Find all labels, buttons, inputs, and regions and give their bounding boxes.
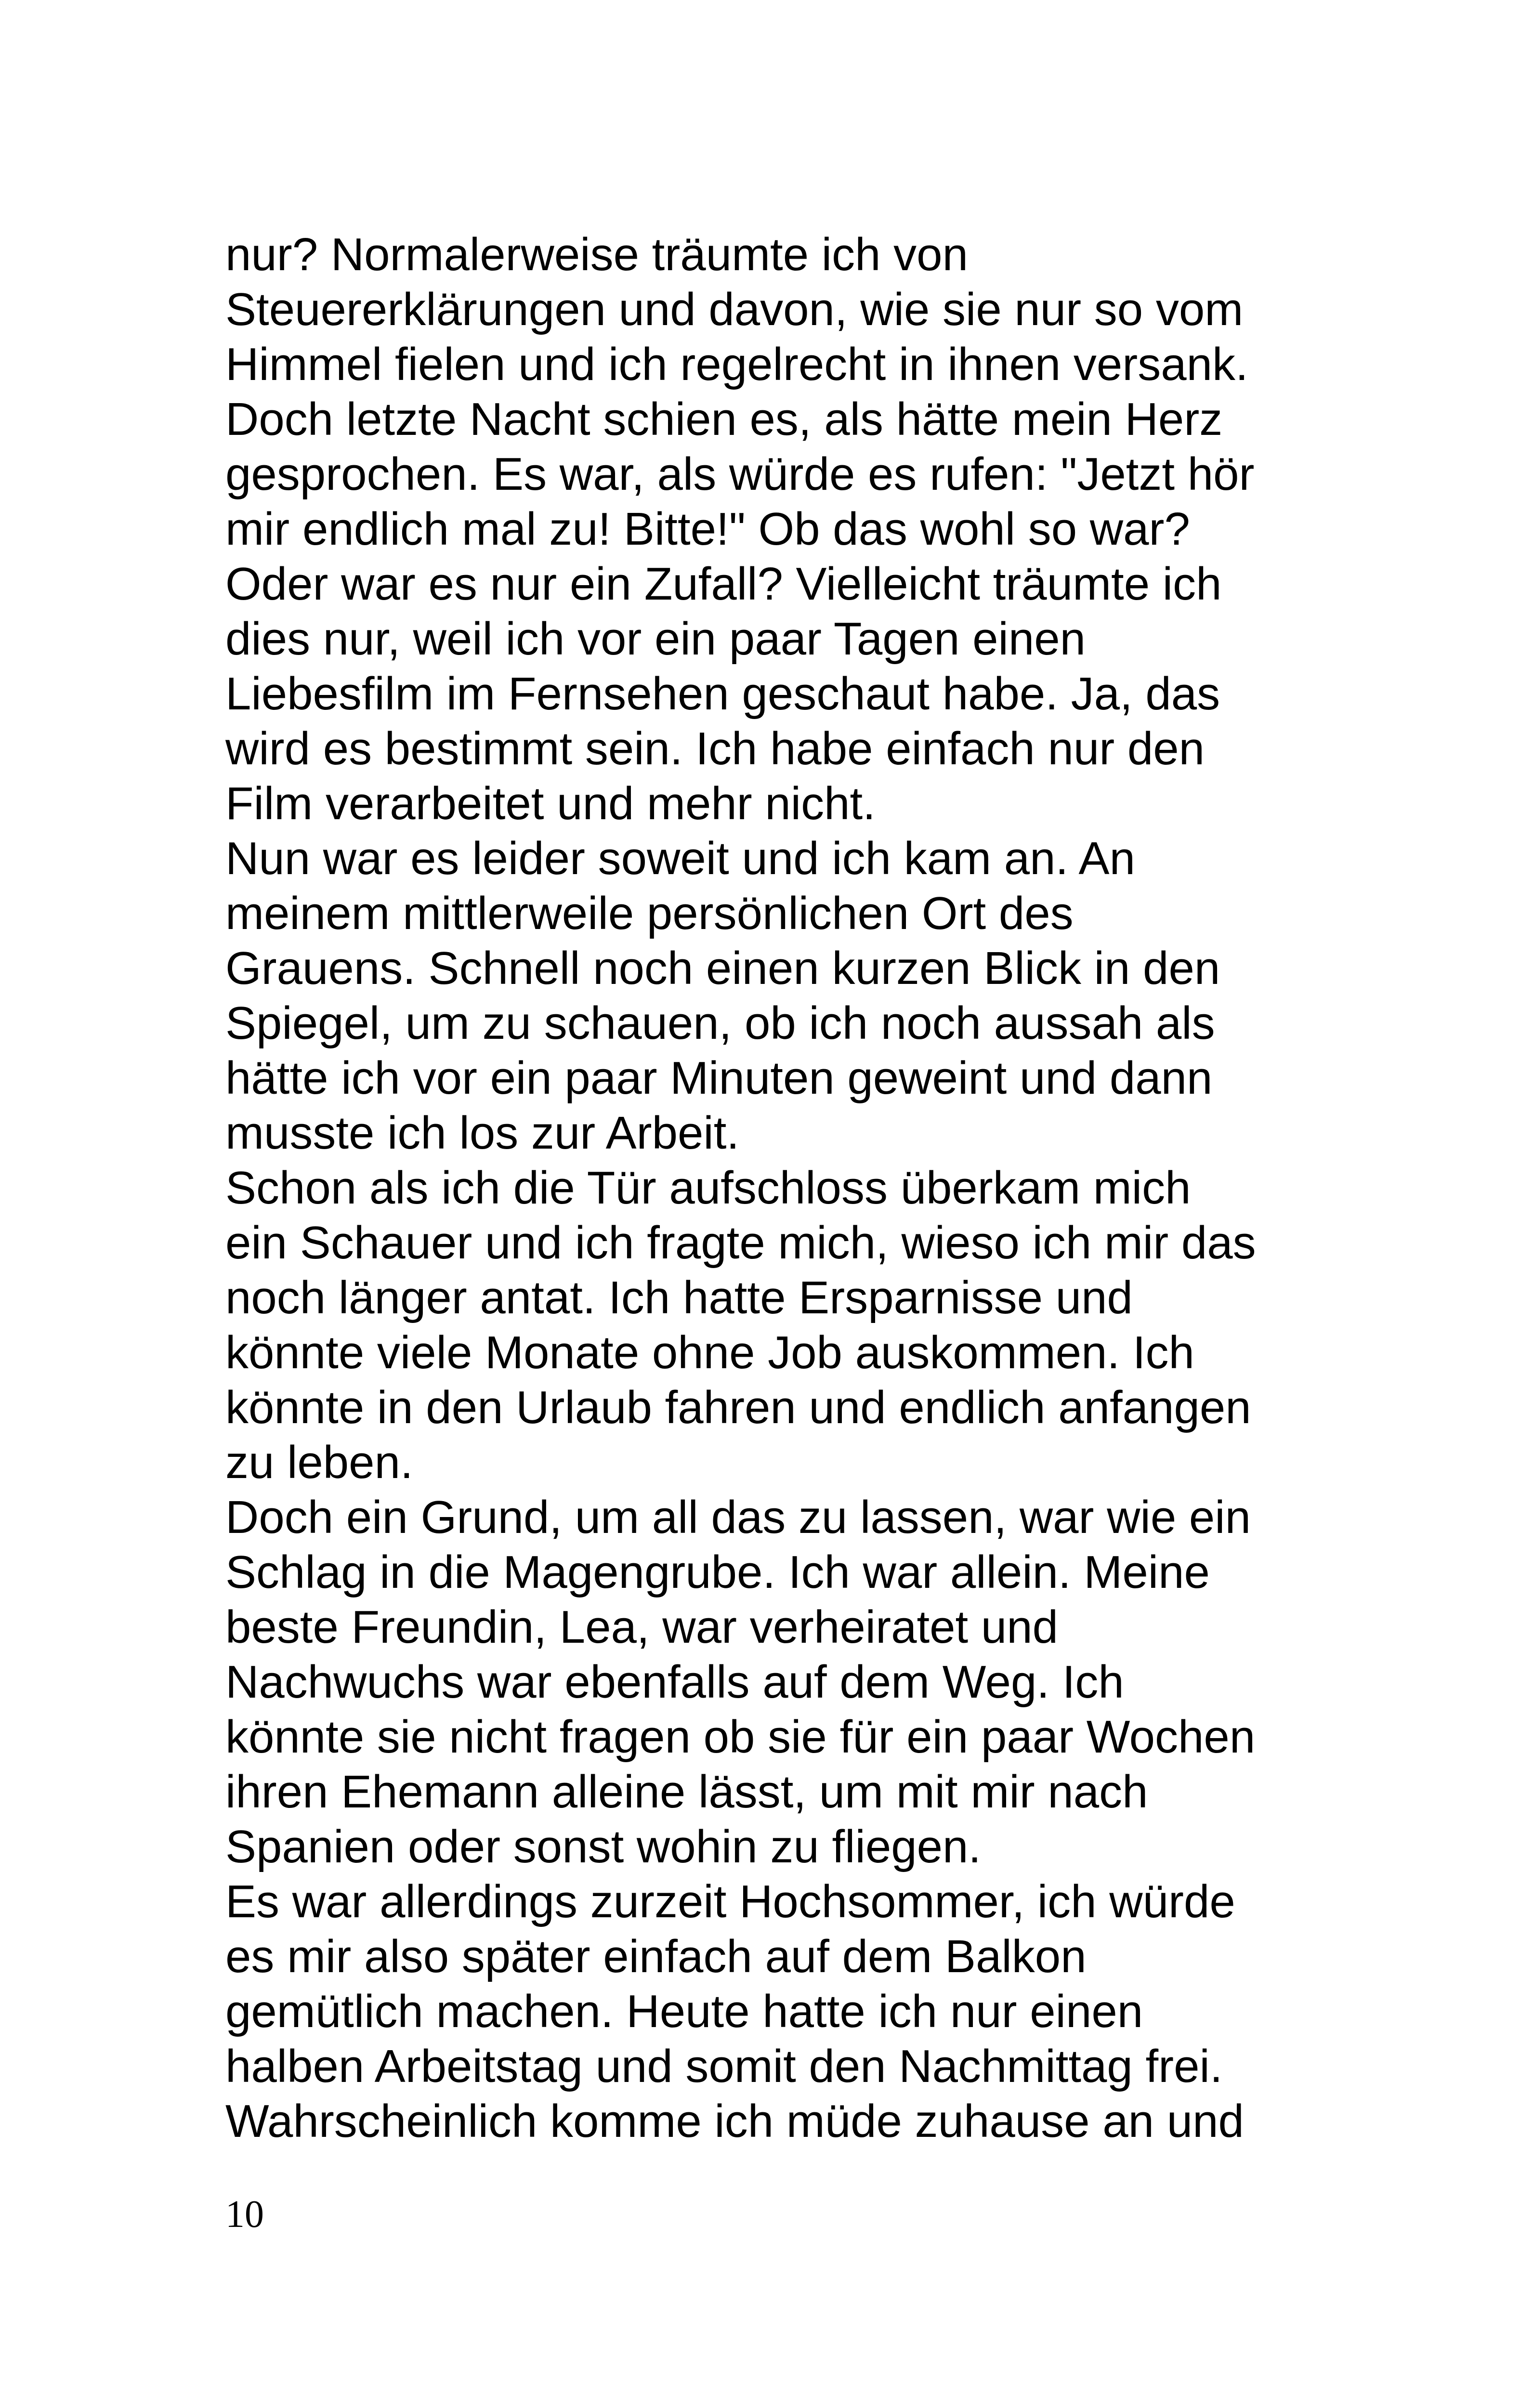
text-line: Spanien oder sonst wohin zu fliegen. <box>225 1821 982 1872</box>
text-line: es mir also später einfach auf dem Balkon <box>225 1931 1087 1982</box>
text-line: Nachwuchs war ebenfalls auf dem Weg. Ich <box>225 1656 1124 1708</box>
text-line: Film verarbeitet und mehr nicht. <box>225 778 876 829</box>
text-line: halben Arbeitstag und somit den Nachmittag frei. <box>225 2041 1223 2092</box>
text-line: Liebesfilm im Fernsehen geschaut habe. Ja, das <box>225 668 1220 720</box>
text-line: ein Schauer und ich fragte mich, wieso ich mir das <box>225 1217 1256 1269</box>
text-line: zu leben. <box>225 1437 413 1488</box>
text-line: dies nur, weil ich vor ein paar Tagen einen <box>225 613 1086 665</box>
text-line: gemütlich machen. Heute hatte ich nur einen <box>225 1986 1143 2037</box>
text-line: musste ich los zur Arbeit. <box>225 1107 740 1159</box>
body-text <box>225 227 1333 2149</box>
text-line: wird es bestimmt sein. Ich habe einfach nur den <box>225 723 1205 774</box>
text-line: Schlag in die Magengrube. Ich war allein. Meine <box>225 1546 1210 1598</box>
text-line: beste Freundin, Lea, war verheiratet und <box>225 1601 1059 1653</box>
text-line: Himmel fielen und ich regelrecht in ihnen versank. <box>225 339 1248 390</box>
text-line: mir endlich mal zu! Bitte!" Ob das wohl so war? <box>225 503 1190 555</box>
text-line: Wahrscheinlich komme ich müde zuhause an und <box>225 2095 1244 2147</box>
text-line: Doch ein Grund, um all das zu lassen, war wie ein <box>225 1492 1251 1543</box>
text-line: könnte sie nicht fragen ob sie für ein paar Wochen <box>225 1711 1256 1763</box>
text-line: nur? Normalerweise träumte ich von <box>225 229 968 280</box>
text-line: könnte viele Monate ohne Job auskommen. Ich <box>225 1327 1194 1378</box>
text-line: Steuererklärungen und davon, wie sie nur so vom <box>225 284 1244 335</box>
text-line: Grauens. Schnell noch einen kurzen Blick in den <box>225 942 1220 994</box>
text-line: ihren Ehemann alleine lässt, um mit mir nach <box>225 1766 1148 1818</box>
text-line: Spiegel, um zu schauen, ob ich noch aussah als <box>225 997 1215 1049</box>
text-line: könnte in den Urlaub fahren und endlich anfangen <box>225 1382 1251 1433</box>
text-line: Es war allerdings zurzeit Hochsommer, ich würde <box>225 1876 1235 1927</box>
text-line: Nun war es leider soweit und ich kam an. An <box>225 833 1135 884</box>
text-line: Doch letzte Nacht schien es, als hätte mein Herz <box>225 393 1223 445</box>
page-number: 10 <box>225 2193 264 2236</box>
text-line: noch länger antat. Ich hatte Ersparnisse und <box>225 1272 1133 1323</box>
text-line: hätte ich vor ein paar Minuten geweint und dann <box>225 1052 1213 1104</box>
text-line: meinem mittlerweile persönlichen Ort des <box>225 888 1074 939</box>
text-line: Schon als ich die Tür aufschloss überkam mich <box>225 1162 1191 1214</box>
text-line: gesprochen. Es war, als würde es rufen: "Jetzt hör <box>225 448 1255 500</box>
text-line: Oder war es nur ein Zufall? Vielleicht träumte ich <box>225 558 1222 610</box>
